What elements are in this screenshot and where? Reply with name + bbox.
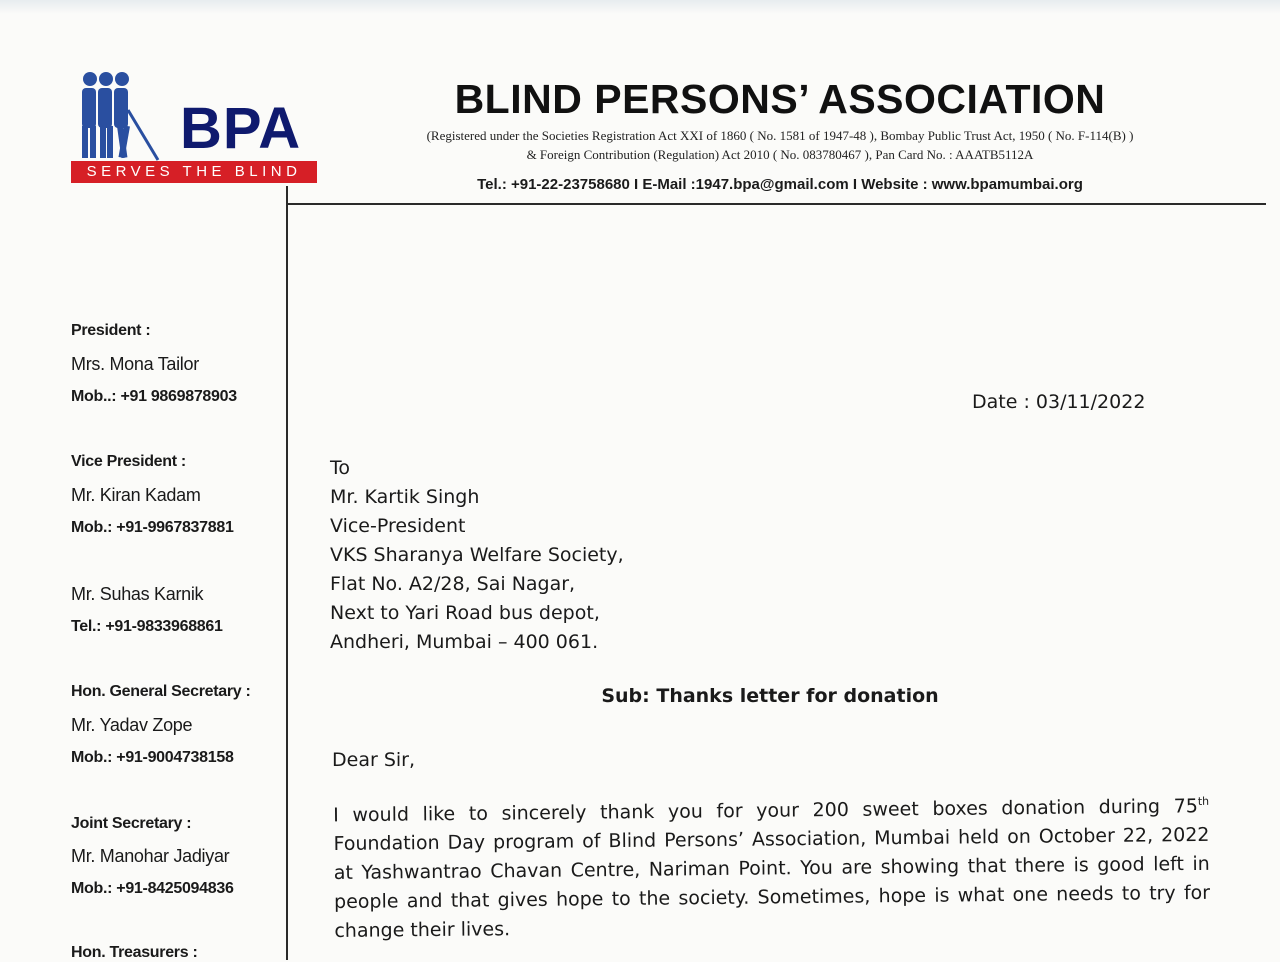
registration-line-1: (Registered under the Societies Registration Act XXI of 1860 ( No. 1581 of 1947-48 ), Bombay Public Trust Act, 1950 ( No. F-114(B) ) [426, 128, 1134, 143]
letter-date: Date : 03/11/2022 [972, 391, 1146, 413]
gen-secretary-name: Mr. Yadav Zope [71, 715, 193, 735]
address-line-1: Flat No. A2/28, Sai Nagar, [330, 573, 576, 595]
logo-tagline: SERVES THE BLIND [71, 161, 317, 183]
vice-president-name: Mr. Kiran Kadam [71, 485, 201, 505]
joint-secretary-name: Mr. Manohar Jadiyar [71, 846, 230, 866]
paragraph-part-2: Foundation Day program of Blind Persons’ Association, Mumbai held on October 22, 2022 at Yashwantrao Chavan Centre, Nariman Point. You are showing that there is good left in people and that gives hope to the society. Sometimes, hope is what one needs to try for change their lives. [333, 824, 1211, 943]
president-name: Mrs. Mona Tailor [71, 354, 199, 374]
registration-line-2: & Foreign Contribution (Regulation) Act 2010 ( No. 083780467 ), Pan Card No. : AAATB5112A [526, 147, 1034, 162]
recipient-name: Mr. Kartik Singh [330, 486, 480, 508]
logo-text: BPA [180, 96, 302, 161]
address-line-2: Next to Yari Road bus depot, [330, 602, 600, 624]
sidebar-divider [286, 186, 288, 960]
organization-name: BLIND PERSONS’ ASSOCIATION [454, 76, 1106, 122]
letter-paragraph [333, 787, 1211, 946]
scan-top-edge [0, 0, 1280, 14]
member-name: Mr. Suhas Karnik [71, 584, 204, 604]
gen-secretary-role: Hon. General Secretary : [71, 683, 251, 700]
recipient-title: Vice-President [330, 515, 466, 537]
gen-secretary-phone: Mob.: +91-9004738158 [71, 749, 234, 766]
president-phone: Mob..: +91 9869878903 [71, 388, 237, 405]
joint-secretary-role: Joint Secretary : [71, 815, 192, 832]
vice-president-phone: Mob.: +91-9967837881 [71, 519, 234, 536]
paragraph-part-1: I would like to sincerely thank you for your 200 sweet boxes donation during 75 [333, 795, 1198, 827]
to-label: To [330, 457, 351, 479]
address-line-3: Andheri, Mumbai – 400 061. [330, 631, 599, 653]
joint-secretary-phone: Mob.: +91-8425094836 [71, 880, 234, 897]
letter-subject: Sub: Thanks letter for donation [601, 685, 939, 707]
vice-president-role: Vice President : [71, 453, 186, 470]
header-divider [288, 203, 1266, 205]
paragraph-superscript: th [1197, 794, 1210, 808]
member-phone: Tel.: +91-9833968861 [71, 618, 223, 635]
treasurers-role: Hon. Treasurers : [71, 944, 198, 961]
contact-line: Tel.: +91-22-23758680 I E-Mail :1947.bpa@gmail.com I Website : www.bpamumbai.org [477, 176, 1083, 193]
recipient-organization: VKS Sharanya Welfare Society, [330, 544, 624, 566]
president-role: President : [71, 322, 151, 339]
salutation: Dear Sir, [332, 749, 416, 771]
